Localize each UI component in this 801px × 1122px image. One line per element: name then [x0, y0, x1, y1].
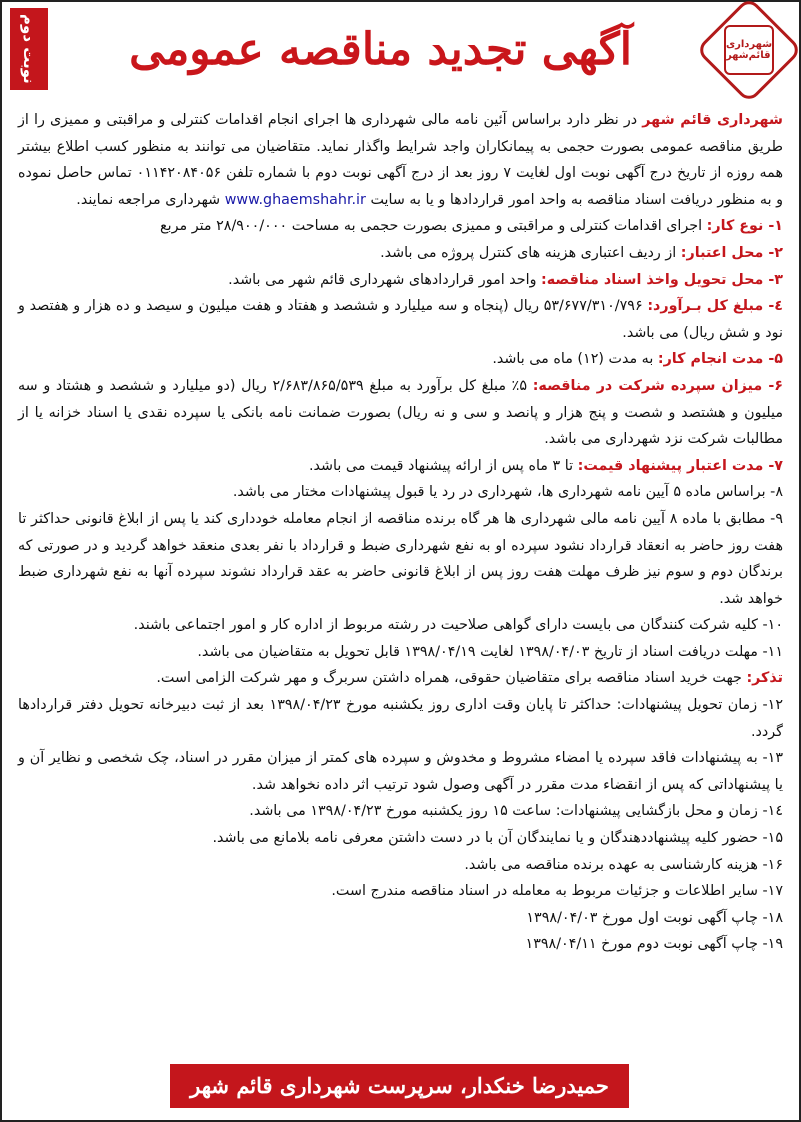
org-name: شهرداری قائم شهر	[642, 112, 783, 128]
list-item	[18, 293, 783, 346]
item-text: ۱۷- سایر اطلاعات و جزئیات مربوط به معامله در اسناد مناقصه مندرج است.	[331, 883, 783, 900]
notice-body	[2, 107, 799, 958]
website-link[interactable]: www.ghaemshahr.ir	[224, 191, 366, 208]
list-item	[18, 506, 783, 612]
item-text: ۱۸- چاپ آگهی نوبت اول مورخ ۱۳۹۸/۰۴/۰۳	[526, 909, 783, 926]
item-text: جهت خرید اسناد مناقصه برای متقاضیان حقوقی، همراه داشتن سربرگ و مهر شرکت الزامی است.	[156, 670, 747, 687]
intro-text: در نظر دارد براساس آئین نامه مالی شهرداری ها اجرای انجام اقدامات کنترلی و مراقبتی و ممیزی را از طریق مناقصه عمومی بصورت حجمی به پیمانکاران واجد شرایط واگذار نماید. متقاضیان می توانند به منظور کسب اطلاع بیشتر همه روزه از تاریخ درج آگهی نوبت اول لغایت ۷ روز بعد از درج آگهی نوبت دوم با شماره تلفن ۰۱۱۴۲۰۸۴۰۵۶ تماس حاصل نموده و به منظور دریافت اسناد مناقصه به واحد امور قراردادها و یا به سایت	[18, 112, 783, 208]
item-label: ۶- میزان سپرده شرکت در مناقصه:	[532, 377, 783, 394]
item-text: تا ۳ ماه پس از ارائه پیشنهاد قیمت می باشد.	[309, 457, 578, 474]
item-label: ۳- محل تحویل واخذ اسناد مناقصه:	[541, 271, 783, 288]
item-text: به مدت (۱۲) ماه می باشد.	[492, 351, 658, 368]
list-item	[18, 240, 783, 267]
item-text: ۱۶- هزینه کارشناسی به عهده برنده مناقصه می باشد.	[464, 856, 783, 873]
list-item	[18, 453, 783, 480]
list-item	[18, 852, 783, 879]
list-item	[18, 373, 783, 453]
list-item	[18, 931, 783, 958]
item-text: ۸- براساس ماده ۵ آیین نامه شهرداری ها، شهرداری در رد یا قبول پیشنهادات مختار می باشد.	[232, 484, 783, 501]
item-text: اجرای اقدامات کنترلی و مراقبتی و ممیزی بصورت حجمی به مساحت ۲۸/۹۰۰/۰۰۰ متر مربع	[160, 218, 707, 235]
item-text: واحد امور قراردادهای شهرداری قائم شهر می باشد.	[228, 271, 542, 288]
list-item	[18, 213, 783, 240]
item-text: ۱۲- زمان تحویل پیشنهادات: حداکثر تا پایان وقت اداری روز یکشنبه مورخ ۱۳۹۸/۰۴/۲۳ بعد از ثبت دبیرخانه تحویل دفتر قراردادها گردد.	[18, 697, 783, 740]
logo-emblem	[724, 25, 774, 75]
list-item	[18, 745, 783, 798]
logo-text: شهرداری قائم‌شهر	[725, 39, 773, 61]
item-text: ۱۱- مهلت دریافت اسناد از تاریخ ۱۳۹۸/۰۴/۰۳ لغایت ۱۳۹۸/۰۴/۱۹ قابل تحویل به متقاضیان می باشد.	[197, 643, 783, 660]
item-text: از ردیف اعتباری هزینه های کنترل پروژه می باشد.	[380, 244, 681, 261]
round-badge: نوبت دوم	[10, 8, 48, 90]
list-item	[18, 692, 783, 745]
intro-tail: شهرداری مراجعه نمایند.	[76, 191, 225, 208]
list-item	[18, 267, 783, 294]
item-text: ۱٤- زمان و محل بازگشایی پیشنهادات: ساعت ۱۵ روز یکشنبه مورخ ۱۳۹۸/۰۴/۲۳ می باشد.	[249, 803, 783, 820]
list-item	[18, 825, 783, 852]
list-item	[18, 905, 783, 932]
notice-header	[2, 2, 799, 107]
list-item	[18, 639, 783, 666]
item-text: ۵٪ مبلغ کل برآورد به مبلغ ۲/۶۸۳/۸۶۵/۵۳۹ ریال (دو میلیارد و ششصد و هشتاد و سه میلیون و هشتصد و شصت و پنج هزار و پانصد و سی و نه ریال) بصورت ضمانت نامه بانکی یا سپرده نقدی یا اسناد خزانه یا از مطالبات شرکت نزد شهرداری می باشد.	[18, 377, 783, 448]
item-label: تذکر:	[746, 670, 783, 687]
municipality-logo	[695, 0, 801, 104]
list-item	[18, 346, 783, 373]
item-text: ۵۳/۶۷۷/۳۱۰/۷۹۶ ریال (پنجاه و سه میلیارد و ششصد و هفتاد و هفت میلیون و سیصد و ده هزار و هفتصد و نود و شش ریال) می باشد.	[18, 298, 783, 341]
item-text: ۱۵- حضور کلیه پیشنهاددهندگان و یا نمایندگان آن با در دست داشتن معرفی نامه بلامانع می باشد.	[212, 830, 783, 847]
list-item	[18, 798, 783, 825]
item-label: ٤- مبلغ کل بـرآورد:	[647, 298, 784, 315]
item-text: ۹- مطابق با ماده ۸ آیین نامه مالی شهرداری ها هر گاه برنده مناقصه از انجام معامله خودداری کند یا پس از ابلاغ قانونی حداکثر تا هفت روز حاضر به انعقاد قرارداد نشود سپرده او به نفع شهرداری ضبط و قرارداد با نفر بعدی منعقد خواهد گردید و در صورتی که برندگان دوم و سوم نیز ظرف مهلت هفت روز پس از ابلاغ قانونی حاضر به عقد قرارداد نشوند سپرده آنها به نفع شهرداری ضبط خواهد شد.	[18, 510, 783, 607]
intro-paragraph	[18, 107, 783, 213]
signature-bar: حمیدرضا خنکدار، سرپرست شهرداری قائم شهر	[170, 1064, 629, 1108]
list-item	[18, 878, 783, 905]
item-list	[18, 213, 783, 958]
item-label: ۷- مدت اعتبار پیشنهاد قیمت:	[577, 457, 783, 474]
list-item	[18, 612, 783, 639]
item-text: ۱۳- به پیشنهادات فاقد سپرده یا امضاء مشروط و مخدوش و سپرده های کمتر از میزان مقرر در اسناد، چک شخصی و نظایر آن و یا پیشنهاداتی که پس از انقضاء مدت مقرر در آگهی وصول شود ترتیب اثر داده نخواهد شد.	[18, 750, 783, 793]
item-label: ۵- مدت انجام کار:	[657, 351, 783, 368]
list-item	[18, 479, 783, 506]
item-label: ۱- نوع کار:	[706, 218, 783, 235]
list-item	[18, 665, 783, 692]
notice-title: آگهی تجدید مناقصه عمومی	[129, 24, 632, 75]
item-text: ۱۹- چاپ آگهی نوبت دوم مورخ ۱۳۹۸/۰۴/۱۱	[525, 936, 783, 953]
item-text: ۱۰- کلیه شرکت کنندگان می بایست دارای گواهی صلاحیت در رشته مربوط از اداره کار و امور اجتماعی باشند.	[133, 617, 783, 634]
item-label: ۲- محل اعتبار:	[680, 244, 783, 261]
